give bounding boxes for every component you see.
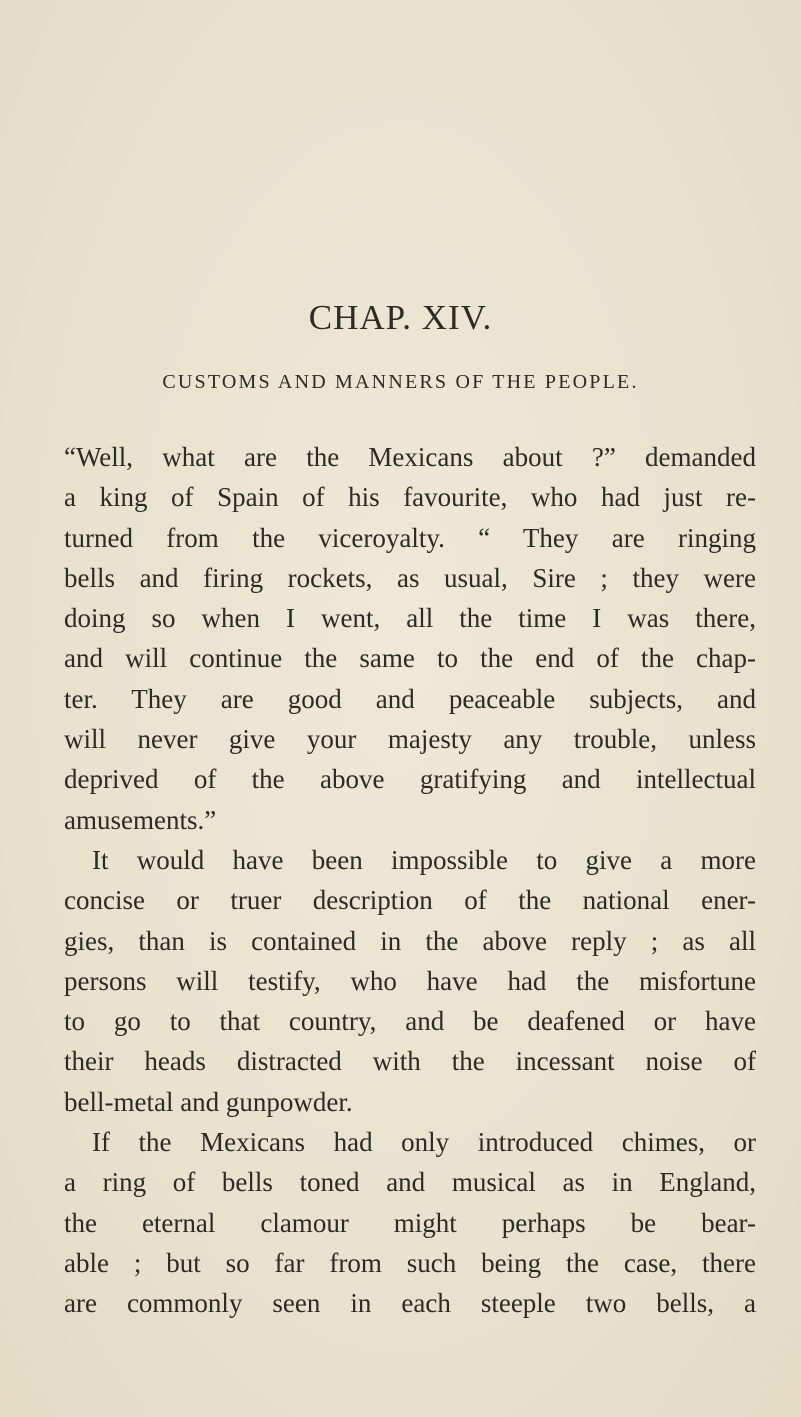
paragraph bbox=[64, 840, 756, 1122]
text-line: “Well, what are the Mexicans about ?” demanded bbox=[64, 442, 756, 472]
paragraph bbox=[64, 437, 756, 840]
text-line: ter. They are good and peaceable subjects, and bbox=[64, 683, 756, 714]
chapter-heading: CHAP. XIV. bbox=[308, 298, 493, 337]
text-line: a king of Spain of his favourite, who had just re- bbox=[64, 482, 756, 513]
text-line: able ; but so far from such being the case, there bbox=[64, 1247, 756, 1278]
text-line: amusements.” bbox=[64, 804, 217, 835]
text-line: a ring of bells toned and musical as in England, bbox=[64, 1167, 756, 1198]
text-line: to go to that country, and be deafened or have bbox=[64, 1006, 756, 1037]
text-line: deprived of the above gratifying and intellectual bbox=[64, 764, 756, 795]
text-line: their heads distracted with the incessant noise of bbox=[64, 1046, 756, 1077]
text-line: gies, than is contained in the above reply ; as all bbox=[64, 925, 756, 956]
text-line: If the Mexicans had only introduced chimes, or bbox=[92, 1127, 756, 1158]
body-text bbox=[64, 437, 756, 1324]
text-line: bells and firing rockets, as usual, Sire ; they were bbox=[64, 562, 756, 593]
text-line: It would have been impossible to give a more bbox=[92, 844, 756, 875]
text-line: doing so when I went, all the time I was there, bbox=[64, 603, 756, 634]
text-line: turned from the viceroyalty. “ They are ringing bbox=[64, 522, 756, 553]
chapter-subtitle: CUSTOMS AND MANNERS OF THE PEOPLE. bbox=[162, 371, 639, 393]
text-line: and will continue the same to the end of the chap- bbox=[64, 643, 756, 674]
paragraph bbox=[64, 1122, 756, 1323]
text-line: persons will testify, who have had the misfortune bbox=[64, 965, 756, 996]
text-line: will never give your majesty any trouble, unless bbox=[64, 724, 756, 755]
text-line: bell-metal and gunpowder. bbox=[64, 1086, 353, 1117]
text-line: are commonly seen in each steeple two bells, a bbox=[64, 1288, 756, 1319]
text-line: the eternal clamour might perhaps be bear- bbox=[64, 1207, 756, 1238]
text-line: concise or truer description of the national ener- bbox=[64, 885, 756, 916]
